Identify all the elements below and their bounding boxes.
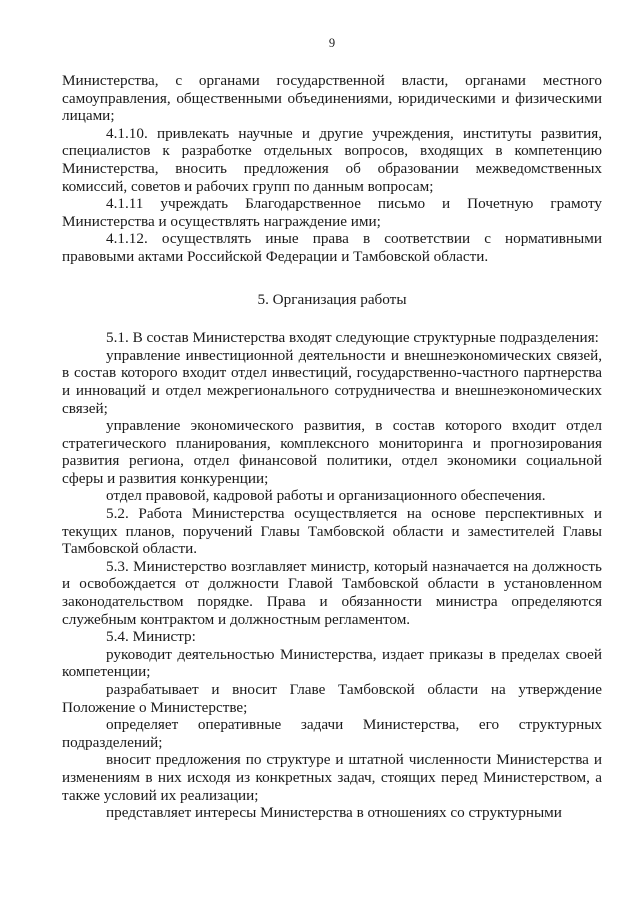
paragraph-5-1: 5.1. В состав Министерства входят следующие структурные подразделения:: [106, 329, 599, 347]
paragraph-cont: Министерства, с органами государственной власти, органами местного самоуправления, общественными объединениями, юридическими и физическими лицами;: [62, 72, 602, 125]
document-body: [62, 72, 602, 822]
paragraph-5-1-a: управление инвестиционной деятельности и внешнеэкономических связей, в состав которого входит отдел инвестиций, государственно-частного партнерства и инноваций и отдел межрегионального сотрудничества и внешнеэкономических связей;: [62, 346, 602, 417]
paragraphs-before-section: [62, 72, 602, 266]
paragraph-4-1-12: 4.1.12. осуществлять иные права в соответствии с нормативными правовыми актами Российской Федерации и Тамбовской области.: [62, 230, 602, 265]
paragraph-5-4-c: определяет оперативные задачи Министерства, его структурных подразделений;: [62, 716, 602, 751]
paragraph-4-1-10: 4.1.10. привлекать научные и другие учреждения, институты развития, специалистов к разработке отдельных вопросов, входящих в компетенцию Министерства, вносить предложения об образовании межведомственных комиссий, советов и рабочих групп по данным вопросам;: [62, 124, 602, 195]
paragraph-5-2: 5.2. Работа Министерства осуществляется на основе перспективных и текущих планов, поручений Главы Тамбовской области и заместителей Главы Тамбовской области.: [62, 505, 602, 558]
paragraph-5-3: 5.3. Министерство возглавляет министр, который назначается на должность и освобождается от должности Главой Тамбовской области в установленном законодательством порядке. Права и обязанности министра определяются служебным контрактом и должностным регламентом.: [62, 557, 602, 628]
paragraph-5-1-b: управление экономического развития, в состав которого входит отдел стратегического планирования, комплексного мониторинга и прогнозирования развития региона, отдел финансовой политики, отдел экономики социальной сферы и развития конкуренции;: [62, 417, 602, 487]
paragraph-4-1-11: 4.1.11 учреждать Благодарственное письмо и Почетную грамоту Министерства и осуществлять награждение ими;: [62, 195, 602, 230]
paragraph-5-4-a: руководит деятельностью Министерства, издает приказы в пределах своей компетенции;: [62, 645, 602, 681]
paragraph-5-1-c: отдел правовой, кадровой работы и организационного обеспечения.: [106, 487, 546, 505]
paragraph-5-4-d: вносит предложения по структуре и штатной численности Министерства и изменениям в них исходя из конкретных задач, стоящих перед Министерством, а также условий их реализации;: [62, 751, 602, 804]
section-heading: 5. Организация работы: [257, 290, 407, 308]
page-number: 9: [328, 36, 336, 50]
paragraph-5-4: 5.4. Министр:: [106, 628, 196, 646]
paragraph-5-4-e: представляет интересы Министерства в отношениях со структурными: [106, 804, 562, 822]
paragraph-5-4-b: разрабатывает и вносит Главе Тамбовской области на утверждение Положение о Министерстве;: [62, 681, 602, 716]
paragraphs-section-5: [62, 329, 602, 822]
